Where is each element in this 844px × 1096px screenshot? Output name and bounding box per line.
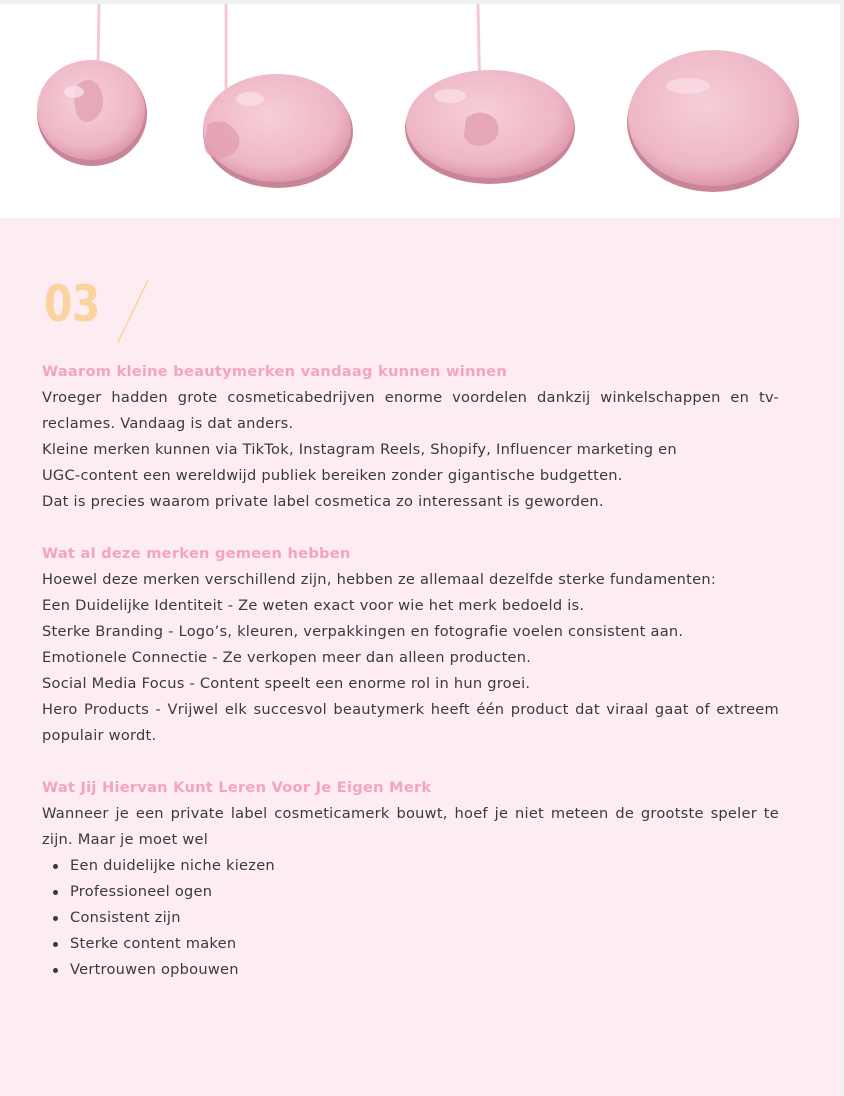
document-page	[0, 4, 840, 1096]
paragraph: Een Duidelijke Identiteit - Ze weten exact voor wie het merk bedoeld is.	[42, 597, 585, 614]
section-heading: Wat al deze merken gemeen hebben	[42, 545, 351, 562]
gel-drop	[203, 74, 353, 188]
paragraph: Dat is precies waarom private label cosmetica zo interessant is geworden.	[42, 493, 604, 510]
list-item: Professioneel ogen	[70, 879, 779, 905]
paragraph: Hoewel deze merken verschillend zijn, hebben ze allemaal dezelfde sterke fundamenten:	[42, 571, 717, 588]
paragraph: Hero Products - Vrijwel elk succesvol beautymerk heeft één product dat viraal gaat of extreem populair wordt.	[42, 701, 779, 744]
gel-drops-illustration	[0, 4, 840, 218]
paragraph: Emotionele Connectie - Ze verkopen meer dan alleen producten.	[42, 649, 532, 666]
article-body	[42, 359, 779, 983]
gel-drop	[37, 60, 147, 166]
list-item: Vertrouwen opbouwen	[70, 957, 779, 983]
paragraph: Kleine merken kunnen via TikTok, Instagram Reels, Shopify, Influencer marketing en	[42, 441, 677, 458]
paragraph: Wanneer je een private label cosmeticamerk bouwt, hoef je niet meteen de grootste speler te zijn. Maar je moet wel	[42, 805, 779, 848]
section-number: 03	[44, 275, 100, 333]
paragraph: UGC-content een wereldwijd publiek bereiken zonder gigantische budgetten.	[42, 467, 623, 484]
section-heading: Waarom kleine beautymerken vandaag kunnen winnen	[42, 363, 508, 380]
drip-line	[98, 4, 99, 66]
hero-image-gel-drops	[0, 4, 840, 218]
gel-drop	[405, 70, 575, 184]
slash-divider-icon	[112, 276, 152, 346]
paragraph: Vroeger hadden grote cosmeticabedrijven enorme voordelen dankzij winkelschappen en tv-reclames. Vandaag is dat anders.	[42, 389, 779, 432]
list-item: Consistent zijn	[70, 905, 779, 931]
paragraph: Social Media Focus - Content speelt een enorme rol in hun groei.	[42, 675, 531, 692]
list-item: Een duidelijke niche kiezen	[70, 853, 779, 879]
gel-drop	[627, 50, 799, 192]
section-heading: Wat Jij Hiervan Kunt Leren Voor Je Eigen Merk	[42, 779, 432, 796]
list-item: Sterke content maken	[70, 931, 779, 957]
bullet-list	[42, 853, 779, 983]
paragraph: Sterke Branding - Logo’s, kleuren, verpakkingen en fotografie voelen consistent aan.	[42, 623, 684, 640]
